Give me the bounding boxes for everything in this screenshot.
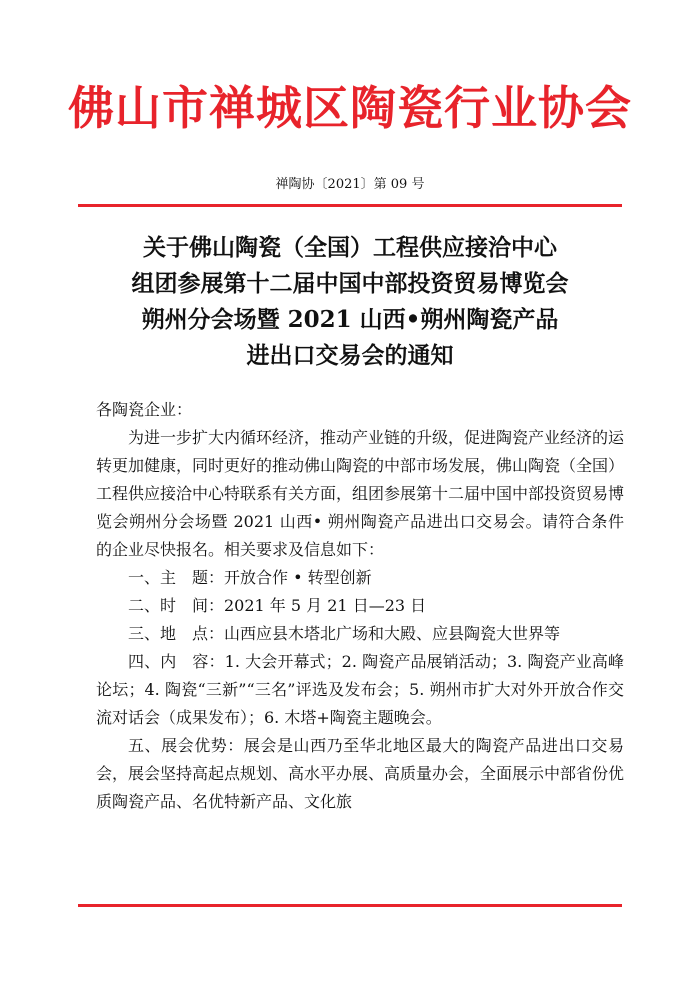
item-content: 四、内 容：1. 大会开幕式；2. 陶瓷产品展销活动；3. 陶瓷产业高峰论坛；4. 陶瓷“三新”“三名”评选及发布会；5. 朔州市扩大对外开放合作交流对话会（成果发布）；6. 木塔+陶瓷主题晚会。 [96, 652, 624, 727]
notice-title-line: 朔州分会场暨 2021 山西•朔州陶瓷产品 [141, 306, 559, 333]
notice-title [60, 230, 640, 374]
notice-body [96, 396, 624, 816]
notice-title-line: 关于佛山陶瓷（全国）工程供应接洽中心 [143, 234, 557, 261]
top-red-divider [78, 204, 622, 207]
intro-paragraph: 为进一步扩大内循环经济，推动产业链的升级，促进陶瓷产业经济的运转更加健康，同时更好的推动佛山陶瓷的中部市场发展，佛山陶瓷（全国）工程供应接洽中心特联系有关方面，组团参展第十二届中国中部投资贸易博览会朔州分会场暨 2021 山西• 朔州陶瓷产品进出口交易会。请符合条件的企业尽快报名。相关要求及信息如下： [96, 428, 625, 559]
notice-title-line: 进出口交易会的通知 [246, 342, 454, 369]
salutation: 各陶瓷企业： [96, 400, 193, 419]
item-theme: 一、主 题：开放合作 • 转型创新 [128, 568, 372, 587]
notice-title-line: 组团参展第十二届中国中部投资贸易博览会 [131, 270, 569, 297]
item-time: 二、时 间：2021 年 5 月 21 日—23 日 [128, 596, 427, 615]
item-location: 三、地 点：山西应县木塔北广场和大殿、应县陶瓷大世界等 [128, 624, 561, 643]
document-number: 禅陶协〔2021〕第 09 号 [275, 177, 425, 192]
organization-title: 佛山市禅城区陶瓷行业协会 [68, 81, 632, 135]
item-advantages: 五、展会优势：展会是山西乃至华北地区最大的陶瓷产品进出口交易会，展会坚持高起点规划、高水平办展、高质量办会，全面展示中部省份优质陶瓷产品、名优特新产品、文化旅 [96, 736, 625, 811]
bottom-red-divider [78, 904, 622, 907]
